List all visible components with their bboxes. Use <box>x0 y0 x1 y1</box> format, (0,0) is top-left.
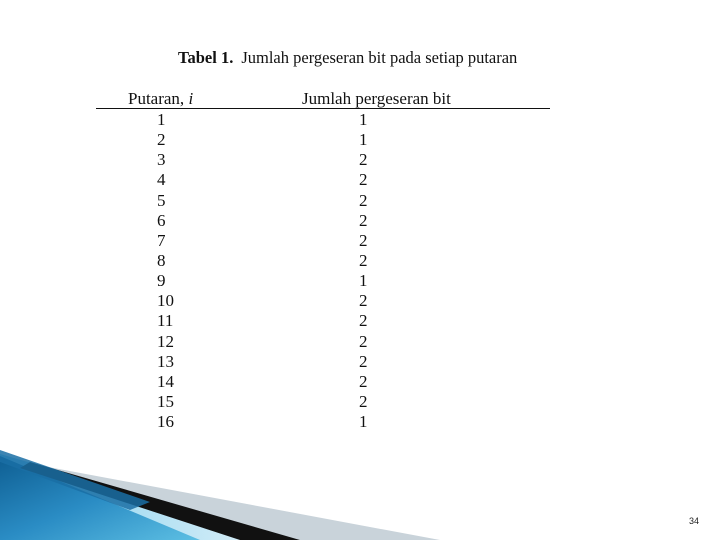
table-row <box>157 191 399 211</box>
putaran-cell: 2 <box>157 130 166 150</box>
bit-shift-cell: 2 <box>359 250 368 270</box>
putaran-cell: 1 <box>157 110 166 129</box>
header-jumlah: Jumlah pergeseran bit <box>302 89 451 108</box>
header-putaran <box>128 89 193 109</box>
table-row <box>157 170 399 190</box>
bit-shift-cell: 2 <box>359 351 368 371</box>
putaran-cell: 7 <box>157 230 166 250</box>
table-row <box>157 150 399 170</box>
table-row <box>157 130 399 150</box>
table-row <box>157 211 399 231</box>
putaran-cell: 14 <box>157 371 174 391</box>
putaran-cell: 12 <box>157 331 174 351</box>
bit-shift-cell: 1 <box>359 271 368 291</box>
bit-shift-cell: 2 <box>359 170 368 190</box>
table-row <box>157 352 399 372</box>
putaran-cell: 10 <box>157 291 174 311</box>
bit-shift-cell: 2 <box>359 291 368 311</box>
bit-shift-cell: 2 <box>359 210 368 230</box>
bit-shift-cell: 1 <box>359 412 368 432</box>
bit-shift-cell: 2 <box>359 311 368 331</box>
table-caption <box>178 48 517 68</box>
table-row <box>157 372 399 392</box>
table-body <box>157 110 399 432</box>
putaran-cell: 16 <box>157 412 174 432</box>
table-row <box>157 332 399 352</box>
table-header-rule <box>96 108 550 109</box>
putaran-cell: 3 <box>157 150 166 170</box>
table-row <box>157 392 399 412</box>
table-row <box>157 311 399 331</box>
bit-shift-cell: 2 <box>359 371 368 391</box>
putaran-cell: 4 <box>157 170 166 190</box>
slide-corner-decoration <box>0 440 440 540</box>
bit-shift-cell: 1 <box>359 110 368 129</box>
bit-shift-cell: 2 <box>359 150 368 170</box>
table-row <box>157 231 399 251</box>
bit-shift-cell: 2 <box>359 190 368 210</box>
table-row <box>157 251 399 271</box>
bit-shift-cell: 2 <box>359 331 368 351</box>
table-row <box>157 110 399 130</box>
table-row <box>157 412 399 432</box>
putaran-cell: 8 <box>157 250 166 270</box>
caption-label: Tabel 1. <box>178 48 234 67</box>
table-row <box>157 271 399 291</box>
table-row <box>157 291 399 311</box>
putaran-cell: 11 <box>157 311 174 331</box>
putaran-cell: 15 <box>157 391 174 411</box>
header-putaran-label: Putaran, <box>128 89 189 108</box>
bit-shift-cell: 2 <box>359 230 368 250</box>
caption-text: Jumlah pergeseran bit pada setiap putaran <box>241 48 518 67</box>
page-number: 34 <box>689 516 700 526</box>
bit-shift-cell: 2 <box>359 391 368 411</box>
header-putaran-variable: i <box>188 89 194 108</box>
putaran-cell: 9 <box>157 271 166 291</box>
bit-shift-cell: 1 <box>359 130 368 150</box>
putaran-cell: 6 <box>157 210 166 230</box>
putaran-cell: 5 <box>157 190 166 210</box>
putaran-cell: 13 <box>157 351 174 371</box>
